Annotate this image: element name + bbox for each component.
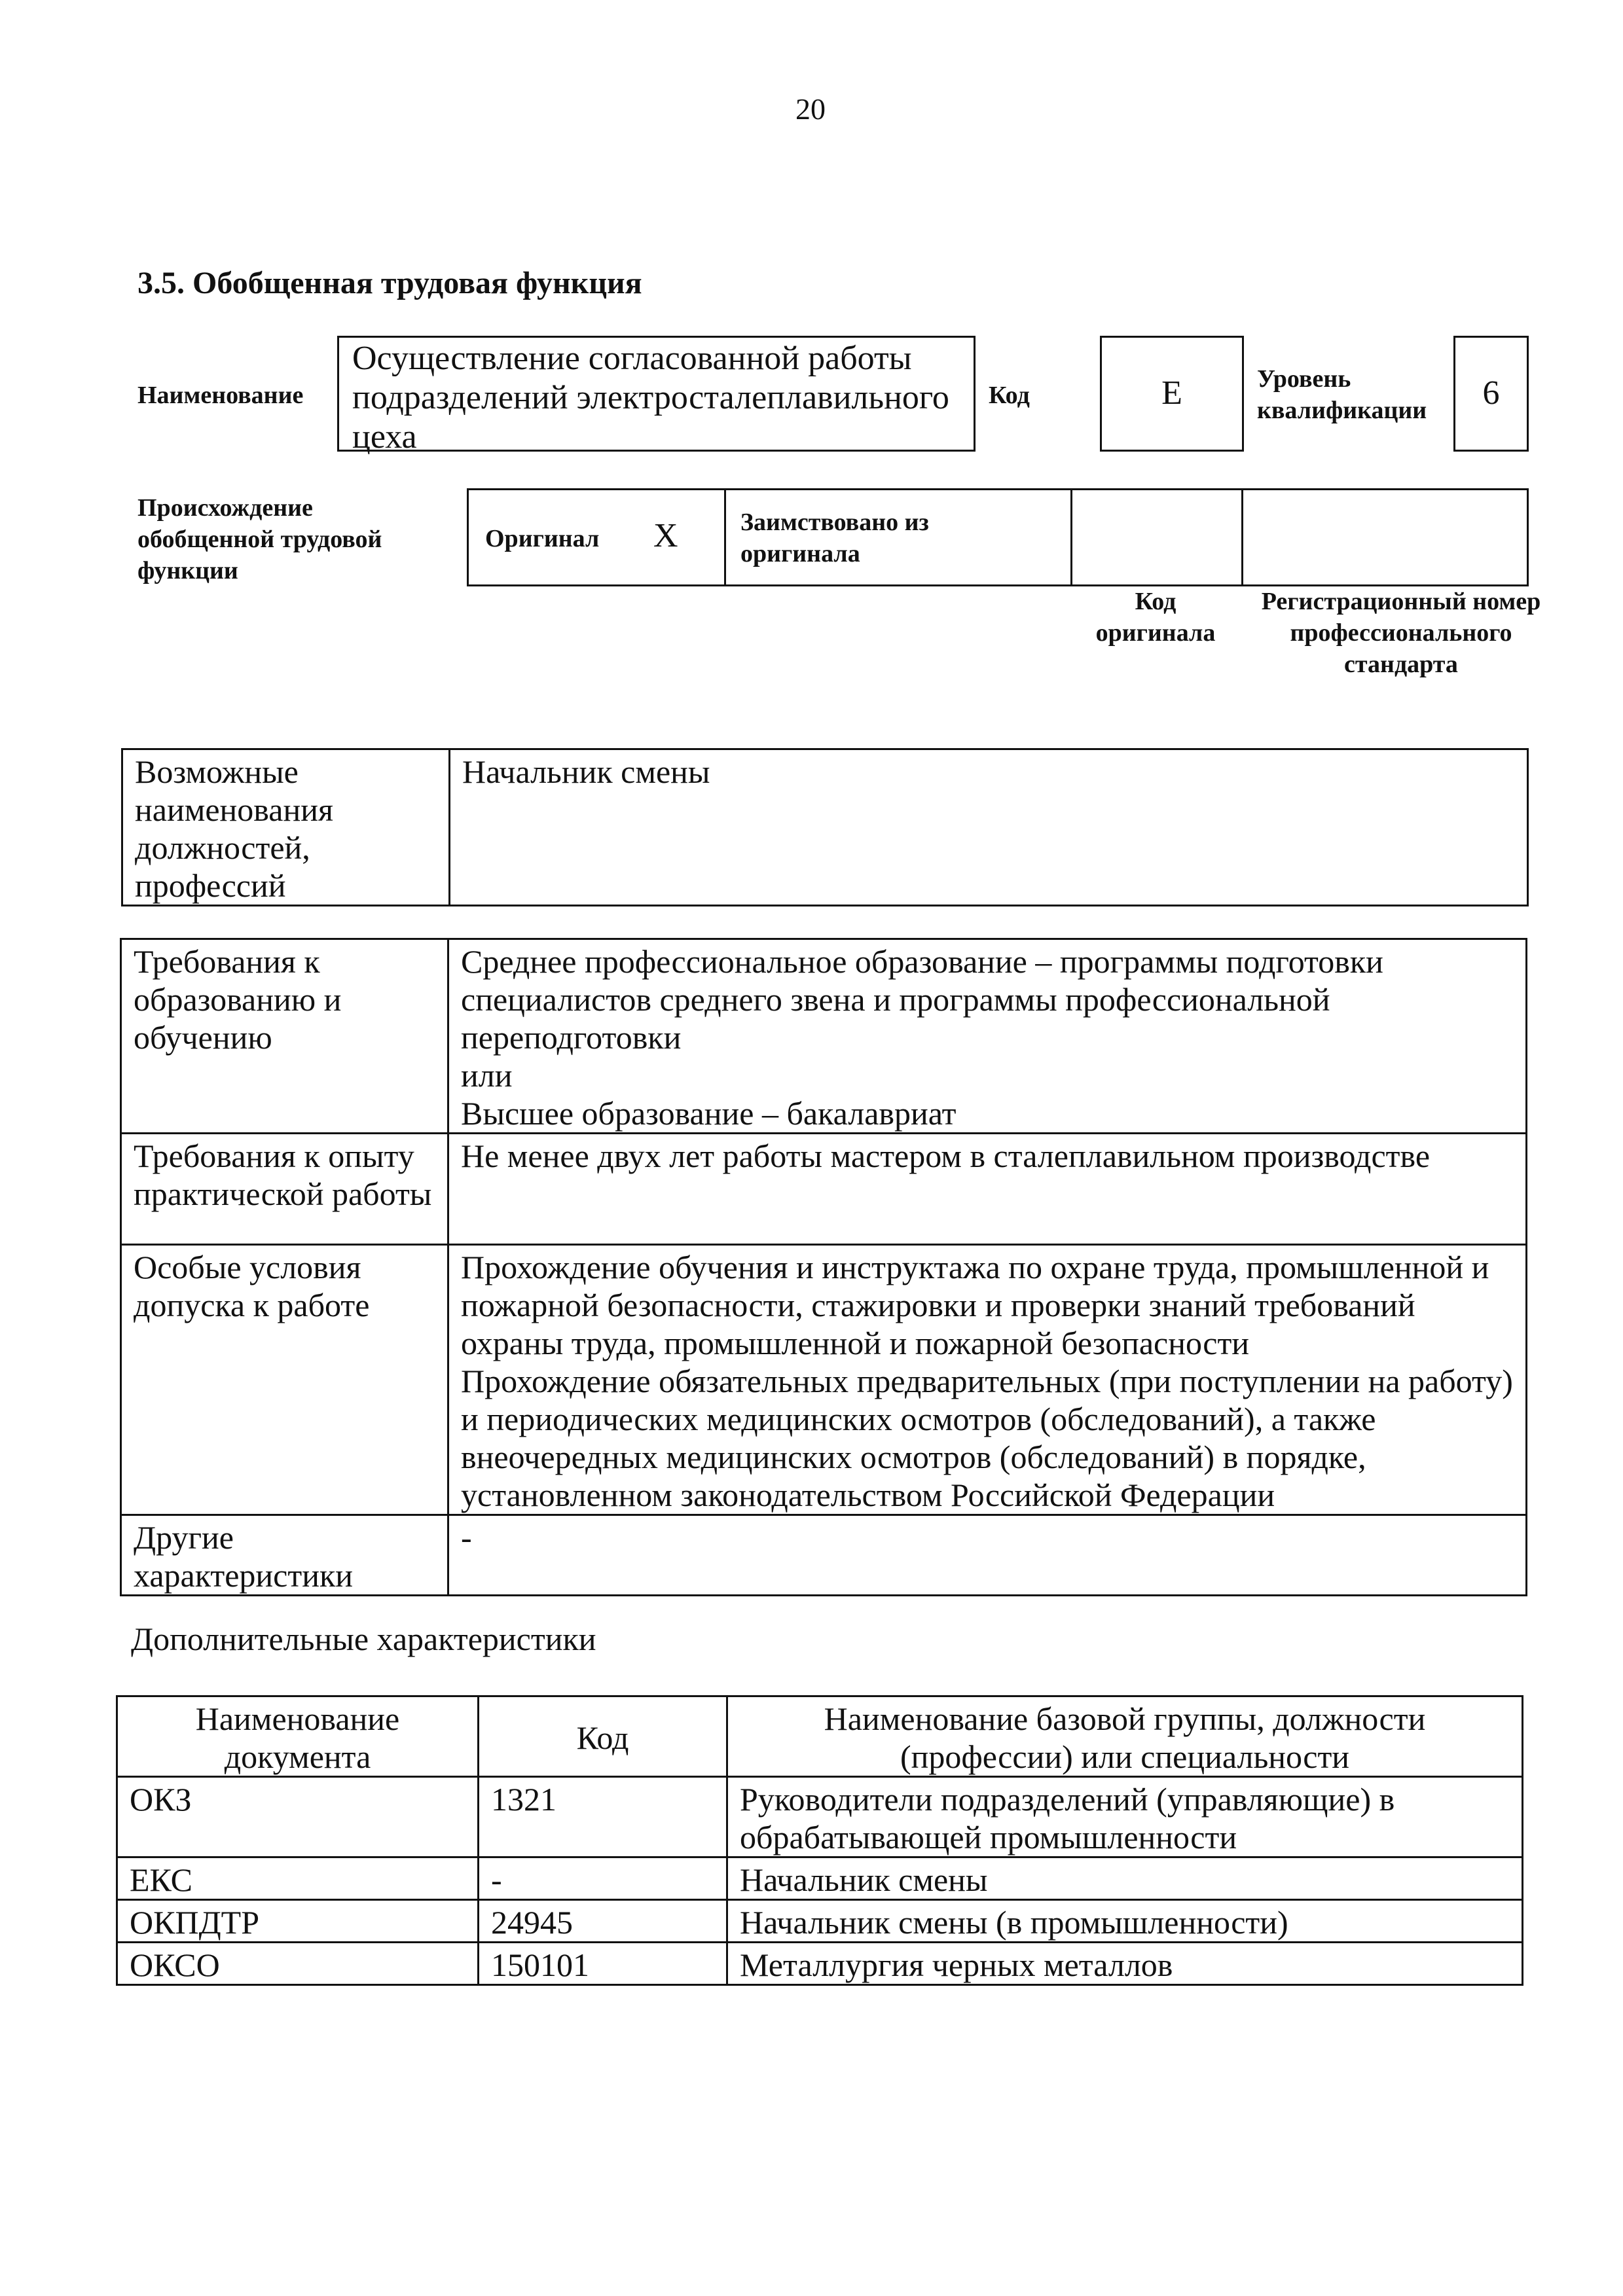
requirement-row xyxy=(121,1245,1527,1515)
level-label: Уровень квалификации xyxy=(1257,365,1427,424)
doc-name-cell: ОКПДТР xyxy=(117,1900,479,1943)
requirement-row xyxy=(121,939,1527,1134)
education-label: Требования к образованию и обучению xyxy=(121,939,448,1134)
level-value-box xyxy=(1453,336,1529,452)
code-label: Код xyxy=(989,382,1030,409)
group-name-cell: Металлургия черных металлов xyxy=(727,1943,1523,1985)
code-cell: 1321 xyxy=(479,1777,727,1857)
origin-label: Происхождение обобщенной трудовой функции xyxy=(137,494,382,584)
additional-header-row xyxy=(117,1696,1523,1777)
table-row xyxy=(117,1943,1523,1985)
doc-name-cell: ОКСО xyxy=(117,1943,479,1985)
positions-value: Начальник смены xyxy=(450,749,1528,906)
doc-name-cell: ЕКС xyxy=(117,1857,479,1900)
code-cell: - xyxy=(479,1857,727,1900)
table-row xyxy=(117,1777,1523,1857)
level-value: 6 xyxy=(1482,374,1500,412)
original-label: Оригинал xyxy=(485,525,600,552)
requirement-row xyxy=(121,1515,1527,1596)
code-cell: 150101 xyxy=(479,1943,727,1985)
code-original-caption: Код оригинала xyxy=(1095,588,1216,647)
name-value-box xyxy=(337,336,976,456)
group-name-cell: Начальник смены (в промышленности) xyxy=(727,1900,1523,1943)
original-mark: X xyxy=(653,517,678,554)
additional-table xyxy=(116,1695,1523,1986)
other-value: - xyxy=(448,1515,1527,1596)
other-label: Другие характеристики xyxy=(121,1515,448,1596)
reg-number-caption: Регистрационный номер профессионального стандарта xyxy=(1261,588,1541,678)
positions-table xyxy=(121,748,1529,906)
experience-label: Требования к опыту практической работы xyxy=(121,1134,448,1245)
group-name-cell: Руководители подразделений (управляющие) в обрабатывающей промышленности xyxy=(727,1777,1523,1857)
name-value: Осуществление согласованной работы подразделений электросталеплавильного цеха xyxy=(352,340,949,456)
table-row xyxy=(117,1857,1523,1900)
requirement-row xyxy=(121,1134,1527,1245)
code-value: E xyxy=(1161,374,1182,412)
header-code: Код xyxy=(479,1696,727,1777)
requirements-table xyxy=(120,938,1527,1596)
special-conditions-label: Особые условия допуска к работе xyxy=(121,1245,448,1515)
doc-name-cell: ОКЗ xyxy=(117,1777,479,1857)
table-row xyxy=(117,1900,1523,1943)
header-doc-name: Наименование документа xyxy=(117,1696,479,1777)
special-conditions-value: Прохождение обучения и инструктажа по охране труда, промышленной и пожарной безопасности, стажировки и проверки знаний требований охраны труда, промышленной и пожарной безопасности Прохождение обязательных предварительных (при поступлении на работу) и периодических медицинских осмотров (обследований), а также внеочередных медицинских осмотров (обследований) в порядке, установленном законодательством Российской Федерации xyxy=(448,1245,1527,1515)
group-name-cell: Начальник смены xyxy=(727,1857,1523,1900)
borrowed-label: Заимствовано из оригинала xyxy=(740,509,929,567)
page-number: 20 xyxy=(795,92,826,126)
origin-box xyxy=(467,488,1529,586)
name-label: Наименование xyxy=(137,382,304,409)
positions-row xyxy=(122,749,1528,906)
experience-value: Не менее двух лет работы мастером в сталеплавильном производстве xyxy=(448,1134,1527,1245)
education-value: Среднее профессиональное образование – программы подготовки специалистов среднего звена и программы профессиональной переподготовки или Высшее образование – бакалавриат xyxy=(448,939,1527,1134)
section-title: 3.5. Обобщенная трудовая функция xyxy=(137,266,642,300)
code-value-box xyxy=(1100,336,1244,452)
code-cell: 24945 xyxy=(479,1900,727,1943)
header-group-name: Наименование базовой группы, должности (профессии) или специальности xyxy=(727,1696,1523,1777)
additional-title: Дополнительные характеристики xyxy=(131,1621,596,1657)
positions-label: Возможные наименования должностей, профессий xyxy=(122,749,450,906)
